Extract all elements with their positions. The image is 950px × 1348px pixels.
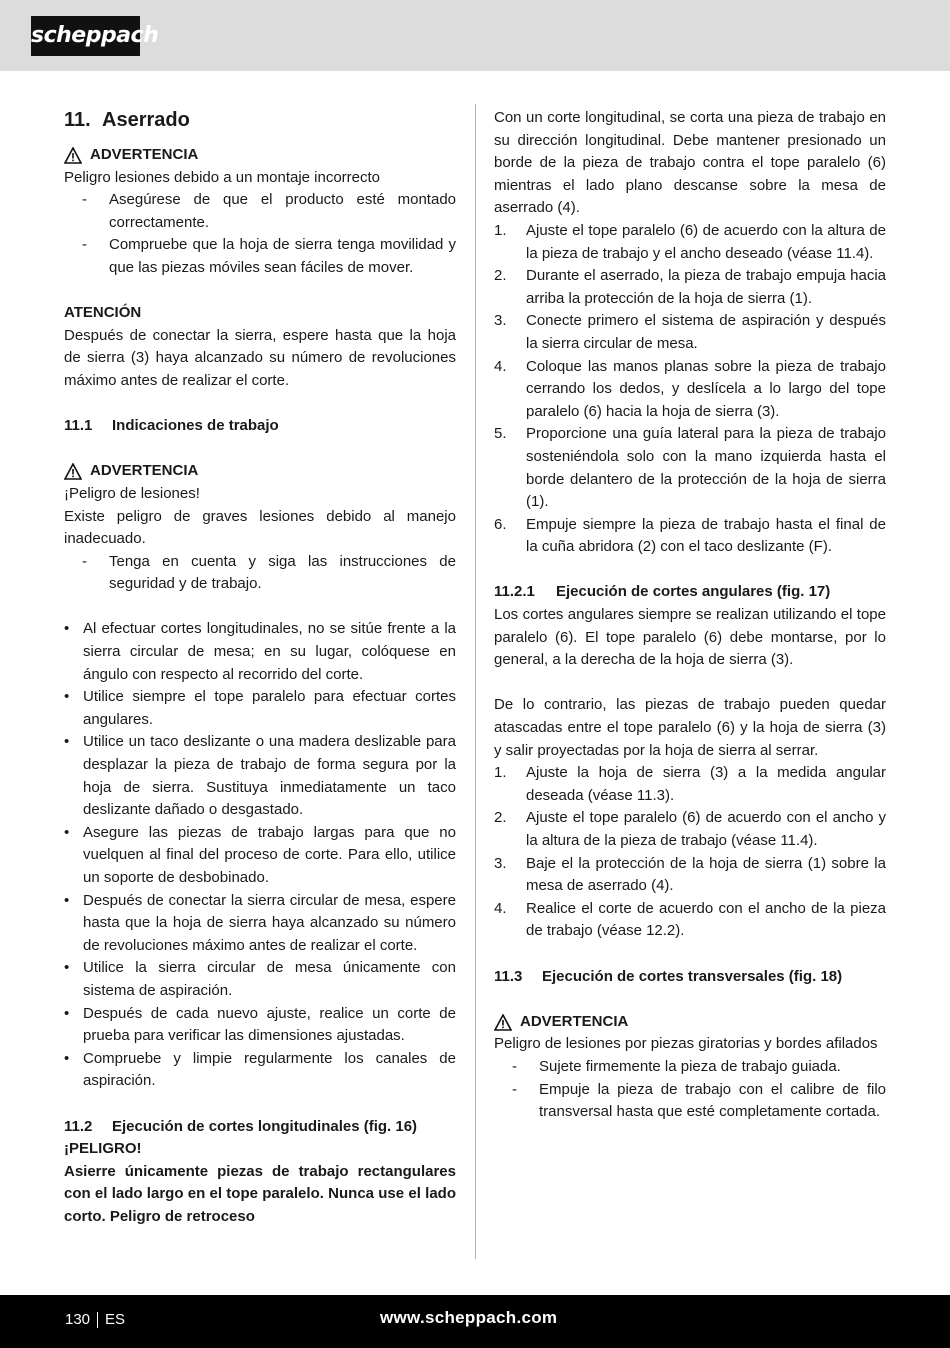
warning-triangle-icon: [64, 463, 82, 480]
steps-list: [494, 762, 886, 943]
numbered-step: 1. Ajuste el tope paralelo (6) de acuerdo con la altura de la pieza de trabajo y el ancho deseado (véase 11.4).: [494, 221, 886, 262]
section-title: [64, 107, 456, 133]
body-text: Los cortes angulares siempre se realizan utilizando el tope paralelo (6). El tope paralelo (6) debe montarse, por lo general, a la derecha de la hoja de sierra (3).: [494, 606, 886, 669]
numbered-step: 4. Realice el corte de acuerdo con el ancho de la pieza de trabajo (véase 12.2).: [494, 899, 886, 940]
attention-heading: ATENCIÓN: [64, 304, 142, 322]
warning-triangle-icon: [64, 147, 82, 164]
warning-triangle-icon: [494, 1014, 512, 1031]
column-divider: [475, 104, 476, 1259]
warning-text: ¡Peligro de lesiones!: [64, 484, 200, 502]
bullet-item: • Utilice la sierra circular de mesa únicamente con sistema de aspiración.: [64, 959, 456, 999]
warning-text: Peligro de lesiones por piezas giratorias y bordes afilados: [494, 1035, 878, 1053]
warning-heading: [494, 1011, 886, 1034]
subsection-heading: 11.2.1 Ejecución de cortes angulares (fig. 17): [494, 583, 831, 601]
website-link[interactable]: www.scheppach.com: [380, 1308, 558, 1327]
intro-text: Con un corte longitudinal, se corta una pieza de trabajo en su dirección longitudinal. Debe mantener presionado un borde de la pieza de trabajo contra el tope paralelo (6) mientras el lado plano descanse sobre la mesa de aserrado (4).: [494, 109, 886, 217]
dash-item: - Sujete firmemente la pieza de trabajo guiada.: [512, 1057, 841, 1075]
numbered-step: 1. Ajuste la hoja de sierra (3) a la medida angular deseada (véase 11.3).: [494, 764, 886, 804]
dash-item: - Tenga en cuenta y siga las instrucciones de seguridad y de trabajo.: [82, 552, 456, 593]
attention-text: Después de conectar la sierra, espere hasta que la hoja de sierra (3) haya alcanzado su número de revoluciones máximo antes de realizar el corte.: [64, 326, 456, 389]
warning-text: Existe peligro de graves lesiones debido al manejo inadecuado.: [64, 507, 456, 548]
subsection-heading: 11.2 Ejecución de cortes longitudinales (fig. 16): [64, 1117, 418, 1135]
numbered-step: 6. Empuje siempre la pieza de trabajo hasta el final de la cuña abridora (2) con el taco deslizante (F).: [494, 515, 886, 556]
dash-item: - Empuje la pieza de trabajo con el calibre de filo transversal hasta que esté completamente cortada.: [512, 1080, 886, 1121]
warning-heading: [64, 144, 456, 167]
steps-list: [494, 220, 886, 559]
danger-text: Asierre únicamente piezas de trabajo rectangulares con el lado largo en el tope paralelo. Nunca use el lado corto. Peligro de retroceso: [64, 1162, 456, 1225]
bullet-item: • Compruebe y limpie regularmente los canales de aspiración.: [64, 1049, 456, 1090]
page-header: [0, 0, 950, 71]
body-text: De lo contrario, las piezas de trabajo pueden quedar atascadas entre el tope paralelo (6) y la hoja de sierra (3) y salir proyectadas por la hoja de sierra al serrar.: [494, 696, 886, 759]
page-number: 130 ES: [65, 1311, 126, 1328]
dash-item: - Compruebe que la hoja de sierra tenga movilidad y que las piezas móviles sean fáciles de mover.: [82, 236, 456, 276]
bullet-item: • Utilice un taco deslizante o una madera deslizable para desplazar la pieza de trabajo de forma segura por la hoja de sierra. Sustituya inmediatamente un taco deslizante dañado o desgastado.: [64, 733, 456, 819]
page-footer: [0, 1295, 950, 1348]
warning-label: ADVERTENCIA: [520, 1012, 629, 1030]
bullet-item: • Utilice siempre el tope paralelo para efectuar cortes angulares.: [64, 688, 456, 728]
dash-item: - Asegúrese de que el producto esté montado correctamente.: [82, 191, 456, 231]
numbered-step: 3. Baje el la protección de la hoja de sierra (1) sobre la mesa de aserrado (4).: [494, 854, 886, 895]
right-column: [494, 107, 886, 1124]
numbered-step: 4. Coloque las manos planas sobre la pieza de trabajo cerrando los dedos, y deslícela a lo largo del tope paralelo (6) hacia la hoja de sierra (3).: [494, 357, 886, 420]
bullet-item: • Después de cada nuevo ajuste, realice un corte de prueba para verificar las dimensiones ajustadas.: [64, 1004, 456, 1045]
numbered-step: 5. Proporcione una guía lateral para la pieza de trabajo sosteniéndola solo con la mano izquierda hasta el borde delantero de la protección de la hoja de sierra (1).: [494, 425, 886, 511]
warning-heading: [64, 460, 456, 483]
numbered-step: 3. Conecte primero el sistema de aspiración y después la sierra circular de mesa.: [494, 312, 886, 352]
bullet-item: • Asegure las piezas de trabajo largas para que no vuelquen al final del proceso de corte. Para ello, utilice un soporte de desbobinado.: [64, 823, 456, 886]
numbered-step: 2. Durante el aserrado, la pieza de trabajo empuja hacia arriba la protección de la hoja de sierra (1).: [494, 267, 886, 307]
subsection-heading: 11.1 Indicaciones de trabajo: [64, 417, 279, 435]
scheppach-logo: scheppach: [31, 16, 140, 56]
left-column: [64, 107, 456, 1229]
warning-label: ADVERTENCIA: [90, 462, 199, 480]
warning-label: ADVERTENCIA: [90, 146, 199, 163]
subsection-heading: 11.3 Ejecución de cortes transversales (fig. 18): [494, 967, 843, 985]
danger-heading: ¡PELIGRO!: [64, 1140, 142, 1158]
bullet-item: • Al efectuar cortes longitudinales, no se sitúe frente a la sierra circular de mesa; en su lugar, colóquese en ángulo con respecto al recorrido del corte.: [64, 620, 456, 683]
numbered-step: 2. Ajuste el tope paralelo (6) de acuerdo con el ancho y la altura de la pieza de trabajo (véase 11.4).: [494, 809, 886, 849]
warning-text: Peligro lesiones debido a un montaje incorrecto: [64, 168, 381, 186]
bullet-item: • Después de conectar la sierra circular de mesa, espere hasta que la hoja de sierra haya alcanzado su número de revoluciones máximo antes de realizar el corte.: [64, 891, 456, 954]
section-title-text: Aserrado: [102, 109, 190, 131]
section-number: 11.: [64, 109, 91, 131]
